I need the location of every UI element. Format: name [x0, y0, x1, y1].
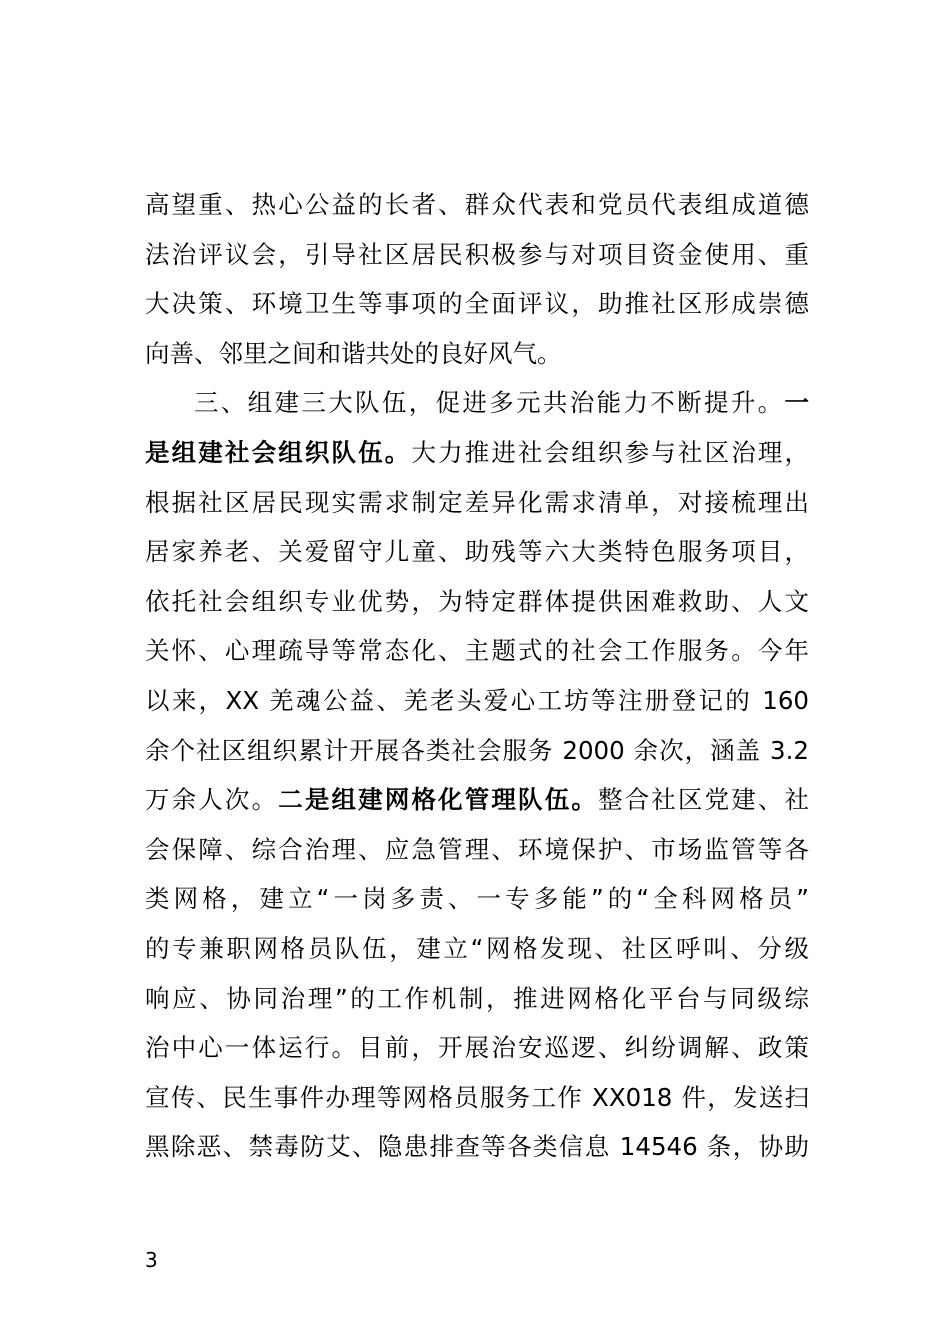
line-text: 类网格，建立“一岗多责、一专多能”的“全科网格员”: [145, 884, 809, 914]
text-line-4: [145, 329, 809, 379]
text-line-7: [145, 478, 809, 528]
text-line-3: [145, 279, 809, 329]
line-text: 以来，XX 羌魂公益、羌老头爱心工坊等注册登记的 160: [145, 685, 809, 715]
text-line-5: [145, 378, 809, 428]
line-text: 治中心一体运行。目前，开展治安巡逻、纠纷调解、政策: [145, 1033, 809, 1063]
bold-text: 是组建社会组织队伍。: [145, 437, 412, 467]
line-text: 响应、协同治理”的工作机制，推进网格化平台与同级综: [145, 983, 809, 1013]
text-line-15: [145, 874, 809, 924]
text-line-13: [145, 775, 809, 825]
line-text: 大力推进社会组织参与社区治理，: [411, 437, 809, 467]
line-text: 万余人次。: [145, 785, 279, 815]
line-text: 的专兼职网格员队伍，建立“网格发现、社区呼叫、分级: [145, 933, 809, 963]
line-text: 大决策、环境卫生等事项的全面评议，助推社区形成崇德: [145, 289, 809, 319]
text-line-17: [145, 974, 809, 1024]
line-text: 会保障、综合治理、应急管理、环境保护、市场监管等各: [145, 834, 809, 864]
text-line-16: [145, 924, 809, 974]
line-text: 根据社区居民现实需求制定差异化需求清单，对接梳理出: [145, 487, 809, 517]
line-text: 宣传、民生事件办理等网格员服务工作 XX018 件，发送扫: [145, 1082, 809, 1112]
text-line-14: [145, 825, 809, 875]
bold-text: 二是组建网格化管理队伍。: [278, 785, 598, 815]
text-line-2: [145, 230, 809, 280]
text-line-8: [145, 527, 809, 577]
line-text: 整合社区党建、社: [597, 785, 809, 815]
page-number: 3: [145, 1248, 158, 1272]
line-text: 关怀、心理疏导等常态化、主题式的社会工作服务。今年: [145, 636, 809, 666]
text-line-6: [145, 428, 809, 478]
text-line-1: [145, 180, 809, 230]
text-line-10: [145, 626, 809, 676]
text-line-18: [145, 1023, 809, 1073]
line-text: 法治评议会，引导社区居民积极参与对项目资金使用、重: [145, 239, 809, 269]
line-text: 高望重、热心公益的长者、群众代表和党员代表组成道德: [145, 190, 809, 219]
text-line-9: [145, 577, 809, 627]
text-line-19: [145, 1073, 809, 1123]
bold-text: 一: [784, 388, 809, 418]
text-line-12: [145, 726, 809, 776]
text-line-11: [145, 676, 809, 726]
line-text: 三、组建三大队伍，促进多元共治能力不断提升。: [194, 388, 785, 418]
line-text: 依托社会组织专业优势，为特定群体提供困难救助、人文: [145, 586, 809, 616]
line-text: 向善、邻里之间和谐共处的良好风气。: [145, 338, 562, 368]
line-text: 余个社区组织累计开展各类社会服务 2000 余次，涵盖 3.2: [145, 735, 809, 765]
text-line-20: [145, 1122, 809, 1172]
line-text: 居家养老、关爱留守儿童、助残等六大类特色服务项目，: [145, 537, 809, 567]
body-text: [145, 180, 809, 1172]
line-text: 黑除恶、禁毒防艾、隐患排查等各类信息 14546 条，协助: [145, 1132, 809, 1162]
